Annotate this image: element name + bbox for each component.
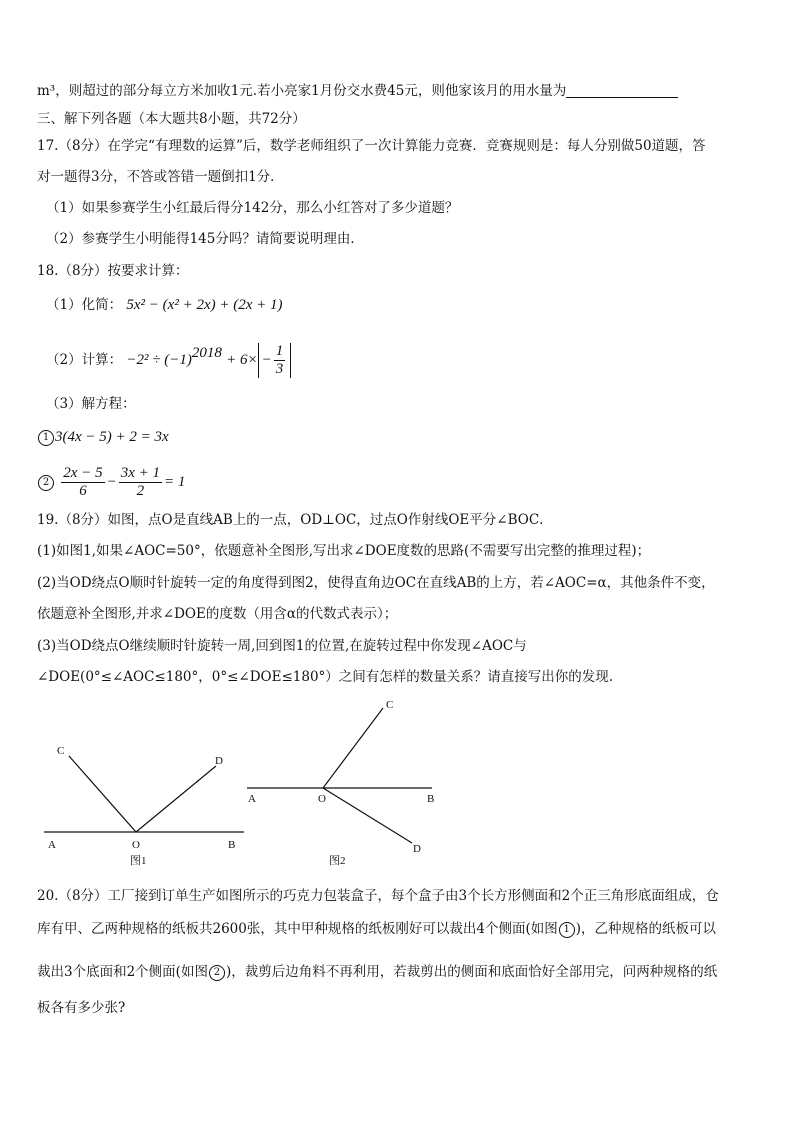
q20-line4: 板各有多少张?	[37, 1000, 126, 1016]
caption-fig2: 图2	[329, 855, 346, 867]
q18-part2-label: （2）计算：	[46, 352, 123, 368]
q20-line2-b: )，乙种规格的纸板可以	[575, 921, 716, 937]
label-a-fig2: A	[248, 793, 256, 805]
q18-part1-label: （1）化简：	[46, 297, 123, 313]
q16-text: m³，则超过的部分每立方米加收1元.若小亮家1月份交水费45元，则他家该月的用水量为	[37, 83, 567, 99]
q20-line2	[37, 920, 716, 938]
fraction-numerator: 3x + 1	[120, 465, 160, 481]
q19-part2-line2: 依题意补全图形,并求∠DOE的度数（用含α的代数式表示）；	[37, 606, 398, 622]
q17-stem-line1: 17.（8分）在学完“有理数的运算”后，数学老师组织了一次计算能力竞赛．竞赛规则是：每人分别做50道题，答	[37, 138, 706, 154]
q20-line3	[37, 963, 717, 981]
q17-part1: （1）如果参赛学生小红最后得分142分，那么小红答对了多少道题？	[46, 200, 459, 216]
q20-line3-a: 裁出3个底面和2个侧面(如图	[37, 964, 208, 980]
q17-part2: （2）参赛学生小明能得145分吗？请简要说明理由．	[46, 231, 364, 247]
section-3-heading: 三、解下列各题（本大题共8小题，共72分）	[37, 111, 306, 127]
q19-part2-line1: (2)当OD绕点O顺时针旋转一定的角度得到图2，使得直角边OC在直线AB的上方，若∠AOC=α，其他条件不变，	[37, 575, 715, 591]
circled-number-1: 1	[559, 922, 575, 938]
label-o-fig2: O	[318, 793, 326, 805]
q17-stem-line2: 对一题得3分，不答或答错一题倒扣1分．	[37, 169, 284, 185]
label-o-fig1: O	[132, 839, 140, 851]
ray-oc-fig1	[69, 756, 136, 832]
ray-od-fig2	[323, 788, 412, 843]
q18-part1-expression: 5x² − (x² + 2x) + (2x + 1)	[126, 297, 283, 313]
label-d-fig1: D	[215, 755, 223, 767]
fraction-numerator: 1	[275, 343, 284, 359]
circled-number-2: 2	[209, 965, 225, 981]
caption-fig1: 图1	[130, 855, 147, 867]
fraction-denominator: 3	[275, 361, 284, 377]
label-c-fig1: C	[57, 745, 65, 757]
q18-part2-exponent: 2018	[191, 345, 222, 361]
q18-part2-expression-b: + 6×	[226, 352, 258, 368]
circled-number-1: 1	[38, 430, 54, 446]
q18-part2-expression-a: −2² ÷ (−1)	[126, 352, 192, 368]
q19-part3-line1: (3)当OD绕点O继续顺时针旋转一周,回到图1的位置,在旋转过程中你发现∠AOC与	[37, 638, 527, 654]
label-d-fig2: D	[413, 843, 421, 855]
label-c-fig2: C	[386, 699, 394, 711]
label-a-fig1: A	[48, 839, 56, 851]
equation-1-text: 3(4x − 5) + 2 = 3x	[55, 429, 169, 445]
abs-sign: −	[261, 351, 272, 368]
fraction-denominator: 6	[79, 483, 87, 499]
circled-number-2: 2	[38, 475, 54, 491]
q19-part3-line2: ∠DOE(0°≤∠AOC≤180°，0°≤∠DOE≤180°）之间有怎样的数量关系？请直接写出你的发现.	[37, 669, 614, 685]
q20-line2-a: 库有甲、乙两种规格的纸板共2600张，其中甲种规格的纸板刚好可以裁出4个侧面(如图	[37, 921, 558, 937]
label-b-fig2: B	[427, 793, 435, 805]
ray-oc-fig2	[323, 708, 383, 788]
label-b-fig1: B	[228, 839, 236, 851]
minus-sign: −	[106, 474, 117, 490]
q18-stem: 18.（8分）按要求计算：	[37, 263, 189, 279]
ray-od-fig1	[136, 766, 216, 832]
q20-line1: 20.（8分）工厂接到订单生产如图所示的巧克力包装盒子，每个盒子由3个长方形侧面和2个正三角形底面组成，仓	[37, 888, 719, 904]
q18-part3: （3）解方程：	[46, 396, 136, 412]
figure-1-lines	[44, 756, 244, 832]
q19-stem: 19.（8分）如图，点O是直线AB上的一点，OD⊥OC，过点O作射线OE平分∠BOC．	[37, 512, 553, 528]
q19-part1: (1)如图1,如果∠AOC=50°，依题意补全图形,写出求∠DOE度数的思路(不需要写出完整的推理过程)；	[37, 543, 651, 559]
q20-line3-b: )，裁剪后边角料不再利用，若裁剪出的侧面和底面恰好全部用完，问两种规格的纸	[225, 964, 718, 980]
figure-2-lines	[247, 708, 435, 843]
fraction-numerator: 2x − 5	[63, 465, 103, 481]
fraction-denominator: 2	[136, 483, 145, 499]
equation-2-rhs: = 1	[163, 474, 186, 490]
